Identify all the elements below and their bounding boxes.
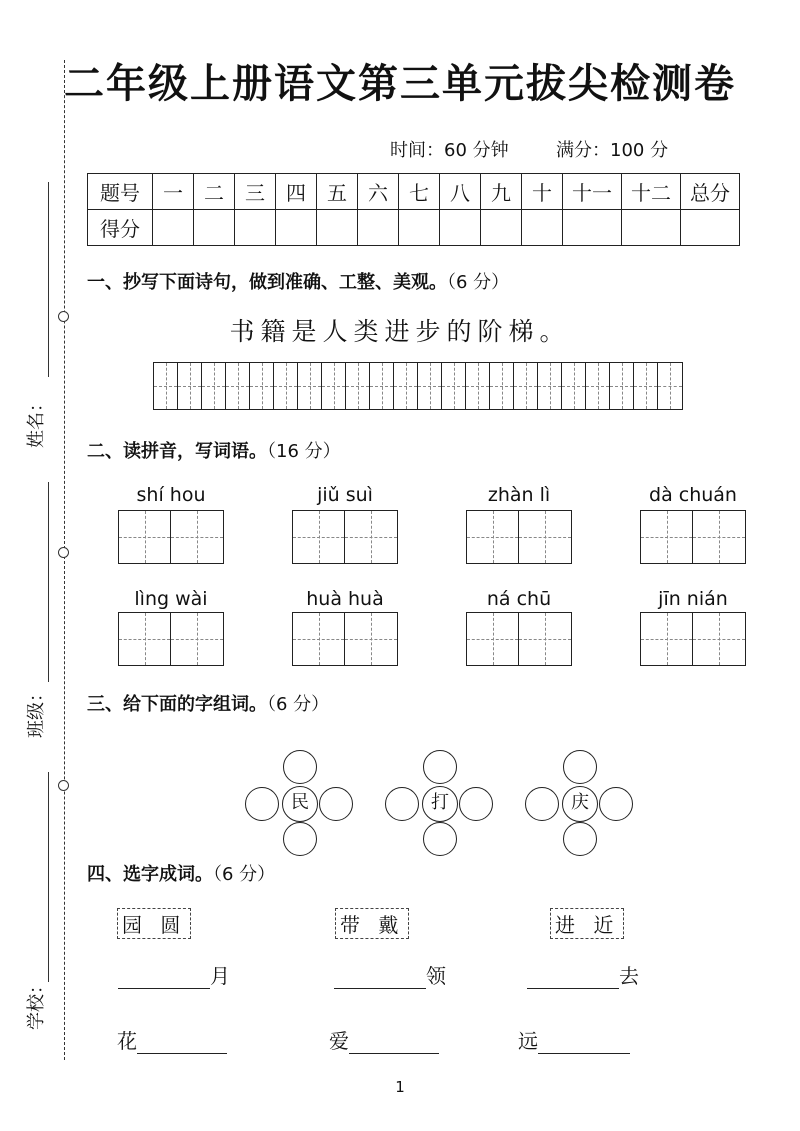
fill-char: 爱 (329, 1029, 349, 1053)
class-label: 班级： (26, 684, 47, 738)
section-1-title: 一、抄写下面诗句，做到准确、工整、美观。 (87, 272, 447, 293)
table-cell: 三 (235, 174, 276, 210)
table-cell: 八 (440, 174, 481, 210)
page-title: 二年级上册语文第三单元拔尖检测卷 (64, 61, 736, 107)
table-cell: 五 (317, 174, 358, 210)
petal-answer-circle[interactable] (563, 750, 597, 784)
section-1-heading (87, 268, 509, 294)
pinyin-label: jīn nián (658, 588, 728, 610)
grid-cell[interactable] (346, 363, 370, 409)
char-choice-box: 带 戴 (335, 908, 409, 939)
flower-center-char: 打 (422, 786, 458, 822)
section-3-heading (87, 690, 329, 716)
petal-answer-circle[interactable] (599, 787, 633, 821)
pinyin-label: ná chū (486, 588, 552, 610)
section-4-title: 四、选字成词。 (87, 864, 213, 885)
grid-cell[interactable] (538, 363, 562, 409)
grid-cell[interactable] (610, 363, 634, 409)
flower-word-diagram (245, 750, 355, 860)
petal-answer-circle[interactable] (245, 787, 279, 821)
section-4-points: （6 分） (213, 864, 276, 885)
score-input-cell[interactable] (235, 210, 276, 246)
petal-answer-circle[interactable] (319, 787, 353, 821)
grid-cell[interactable] (466, 363, 490, 409)
petal-answer-circle[interactable] (283, 750, 317, 784)
grid-cell[interactable] (586, 363, 610, 409)
word-writing-grid[interactable] (466, 612, 572, 666)
grid-cell[interactable] (634, 363, 658, 409)
grid-cell[interactable] (274, 363, 298, 409)
grid-cell[interactable] (202, 363, 226, 409)
binding-dashed-line (64, 60, 65, 1060)
score-table (87, 173, 740, 246)
pinyin-label: lìng wài (134, 588, 208, 610)
score-input-cell[interactable] (440, 210, 481, 246)
pinyin-label: dà chuán (649, 484, 737, 506)
word-writing-grid[interactable] (640, 612, 746, 666)
char-choice-box: 园 圆 (117, 908, 191, 939)
section-2-heading (87, 437, 341, 463)
answer-blank[interactable] (349, 1033, 439, 1054)
grid-cell[interactable] (178, 363, 202, 409)
score-input-cell[interactable] (194, 210, 235, 246)
table-cell: 总分 (681, 174, 740, 210)
fill-item (117, 1025, 227, 1054)
flower-center-char: 民 (282, 786, 318, 822)
flower-word-diagram (525, 750, 635, 860)
score-input-cell[interactable] (317, 210, 358, 246)
score-input-cell[interactable] (522, 210, 563, 246)
petal-answer-circle[interactable] (459, 787, 493, 821)
petal-answer-circle[interactable] (283, 822, 317, 856)
grid-cell[interactable] (658, 363, 682, 409)
fill-item (329, 1025, 439, 1054)
table-cell: 十二 (622, 174, 681, 210)
table-cell: 六 (358, 174, 399, 210)
petal-answer-circle[interactable] (385, 787, 419, 821)
table-cell: 四 (276, 174, 317, 210)
answer-blank[interactable] (334, 968, 426, 989)
grid-cell[interactable] (370, 363, 394, 409)
grid-cell[interactable] (322, 363, 346, 409)
grid-cell[interactable] (562, 363, 586, 409)
fill-char: 花 (117, 1029, 137, 1053)
score-input-cell[interactable] (358, 210, 399, 246)
section-2-title: 二、读拼音，写词语。 (87, 441, 267, 462)
petal-answer-circle[interactable] (563, 822, 597, 856)
full-score: 满分：100 分 (556, 140, 669, 161)
grid-cell[interactable] (226, 363, 250, 409)
flower-word-diagram (385, 750, 495, 860)
grid-cell[interactable] (250, 363, 274, 409)
pinyin-label: zhàn lì (487, 484, 551, 506)
grid-cell[interactable] (298, 363, 322, 409)
grid-cell[interactable] (490, 363, 514, 409)
score-table-score-row (88, 210, 740, 246)
section-1-points: （6 分） (447, 272, 510, 293)
answer-blank[interactable] (538, 1033, 630, 1054)
grid-cell[interactable] (514, 363, 538, 409)
word-writing-grid[interactable] (640, 510, 746, 564)
score-input-cell[interactable] (563, 210, 622, 246)
word-writing-grid[interactable] (466, 510, 572, 564)
table-cell: 题号 (88, 174, 153, 210)
flower-center-char: 庆 (562, 786, 598, 822)
grid-cell[interactable] (154, 363, 178, 409)
table-cell: 一 (153, 174, 194, 210)
binding-hole-icon (58, 547, 69, 558)
petal-answer-circle[interactable] (525, 787, 559, 821)
answer-blank[interactable] (118, 968, 210, 989)
table-cell: 得分 (88, 210, 153, 246)
grid-cell[interactable] (418, 363, 442, 409)
score-table-header-row (88, 174, 740, 210)
page-number: 1 (395, 1078, 405, 1096)
char-choice-box: 进 近 (550, 908, 624, 939)
word-writing-grid[interactable] (118, 612, 224, 666)
grid-cell[interactable] (442, 363, 466, 409)
fill-item (518, 1025, 630, 1054)
name-label: 姓名： (26, 394, 47, 448)
word-writing-grid[interactable] (118, 510, 224, 564)
table-cell: 九 (481, 174, 522, 210)
petal-answer-circle[interactable] (423, 750, 457, 784)
score-input-cell[interactable] (622, 210, 681, 246)
fill-char: 领 (426, 964, 446, 988)
copy-writing-grid[interactable] (153, 362, 683, 410)
table-cell: 二 (194, 174, 235, 210)
section-2-points: （16 分） (267, 441, 341, 462)
poem-line: 书籍是人类进步的阶梯。 (229, 317, 571, 346)
word-writing-grid[interactable] (292, 510, 398, 564)
answer-blank[interactable] (137, 1033, 227, 1054)
class-write-line (48, 482, 49, 682)
answer-blank[interactable] (527, 968, 619, 989)
score-input-cell[interactable] (276, 210, 317, 246)
score-input-cell[interactable] (481, 210, 522, 246)
section-3-title: 三、给下面的字组词。 (87, 694, 267, 715)
pinyin-label: jiǔ suì (317, 484, 373, 506)
pinyin-label: shí hou (136, 484, 206, 506)
fill-char: 远 (518, 1029, 538, 1053)
school-write-line (48, 772, 49, 982)
section-3-points: （6 分） (267, 694, 330, 715)
table-cell: 七 (399, 174, 440, 210)
fill-item (334, 960, 446, 989)
table-cell: 十一 (563, 174, 622, 210)
fill-char: 月 (210, 964, 230, 988)
fill-char: 去 (619, 964, 639, 988)
section-4-heading (87, 860, 275, 886)
word-writing-grid[interactable] (292, 612, 398, 666)
score-input-cell[interactable] (153, 210, 194, 246)
petal-answer-circle[interactable] (423, 822, 457, 856)
table-cell: 十 (522, 174, 563, 210)
score-input-cell[interactable] (399, 210, 440, 246)
fill-item (118, 960, 230, 989)
binding-hole-icon (58, 780, 69, 791)
time-limit: 时间：60 分钟 (390, 140, 509, 161)
fill-item (527, 960, 639, 989)
pinyin-label: huà huà (306, 588, 384, 610)
school-label: 学校： (26, 976, 47, 1030)
score-input-cell[interactable] (681, 210, 740, 246)
grid-cell[interactable] (394, 363, 418, 409)
